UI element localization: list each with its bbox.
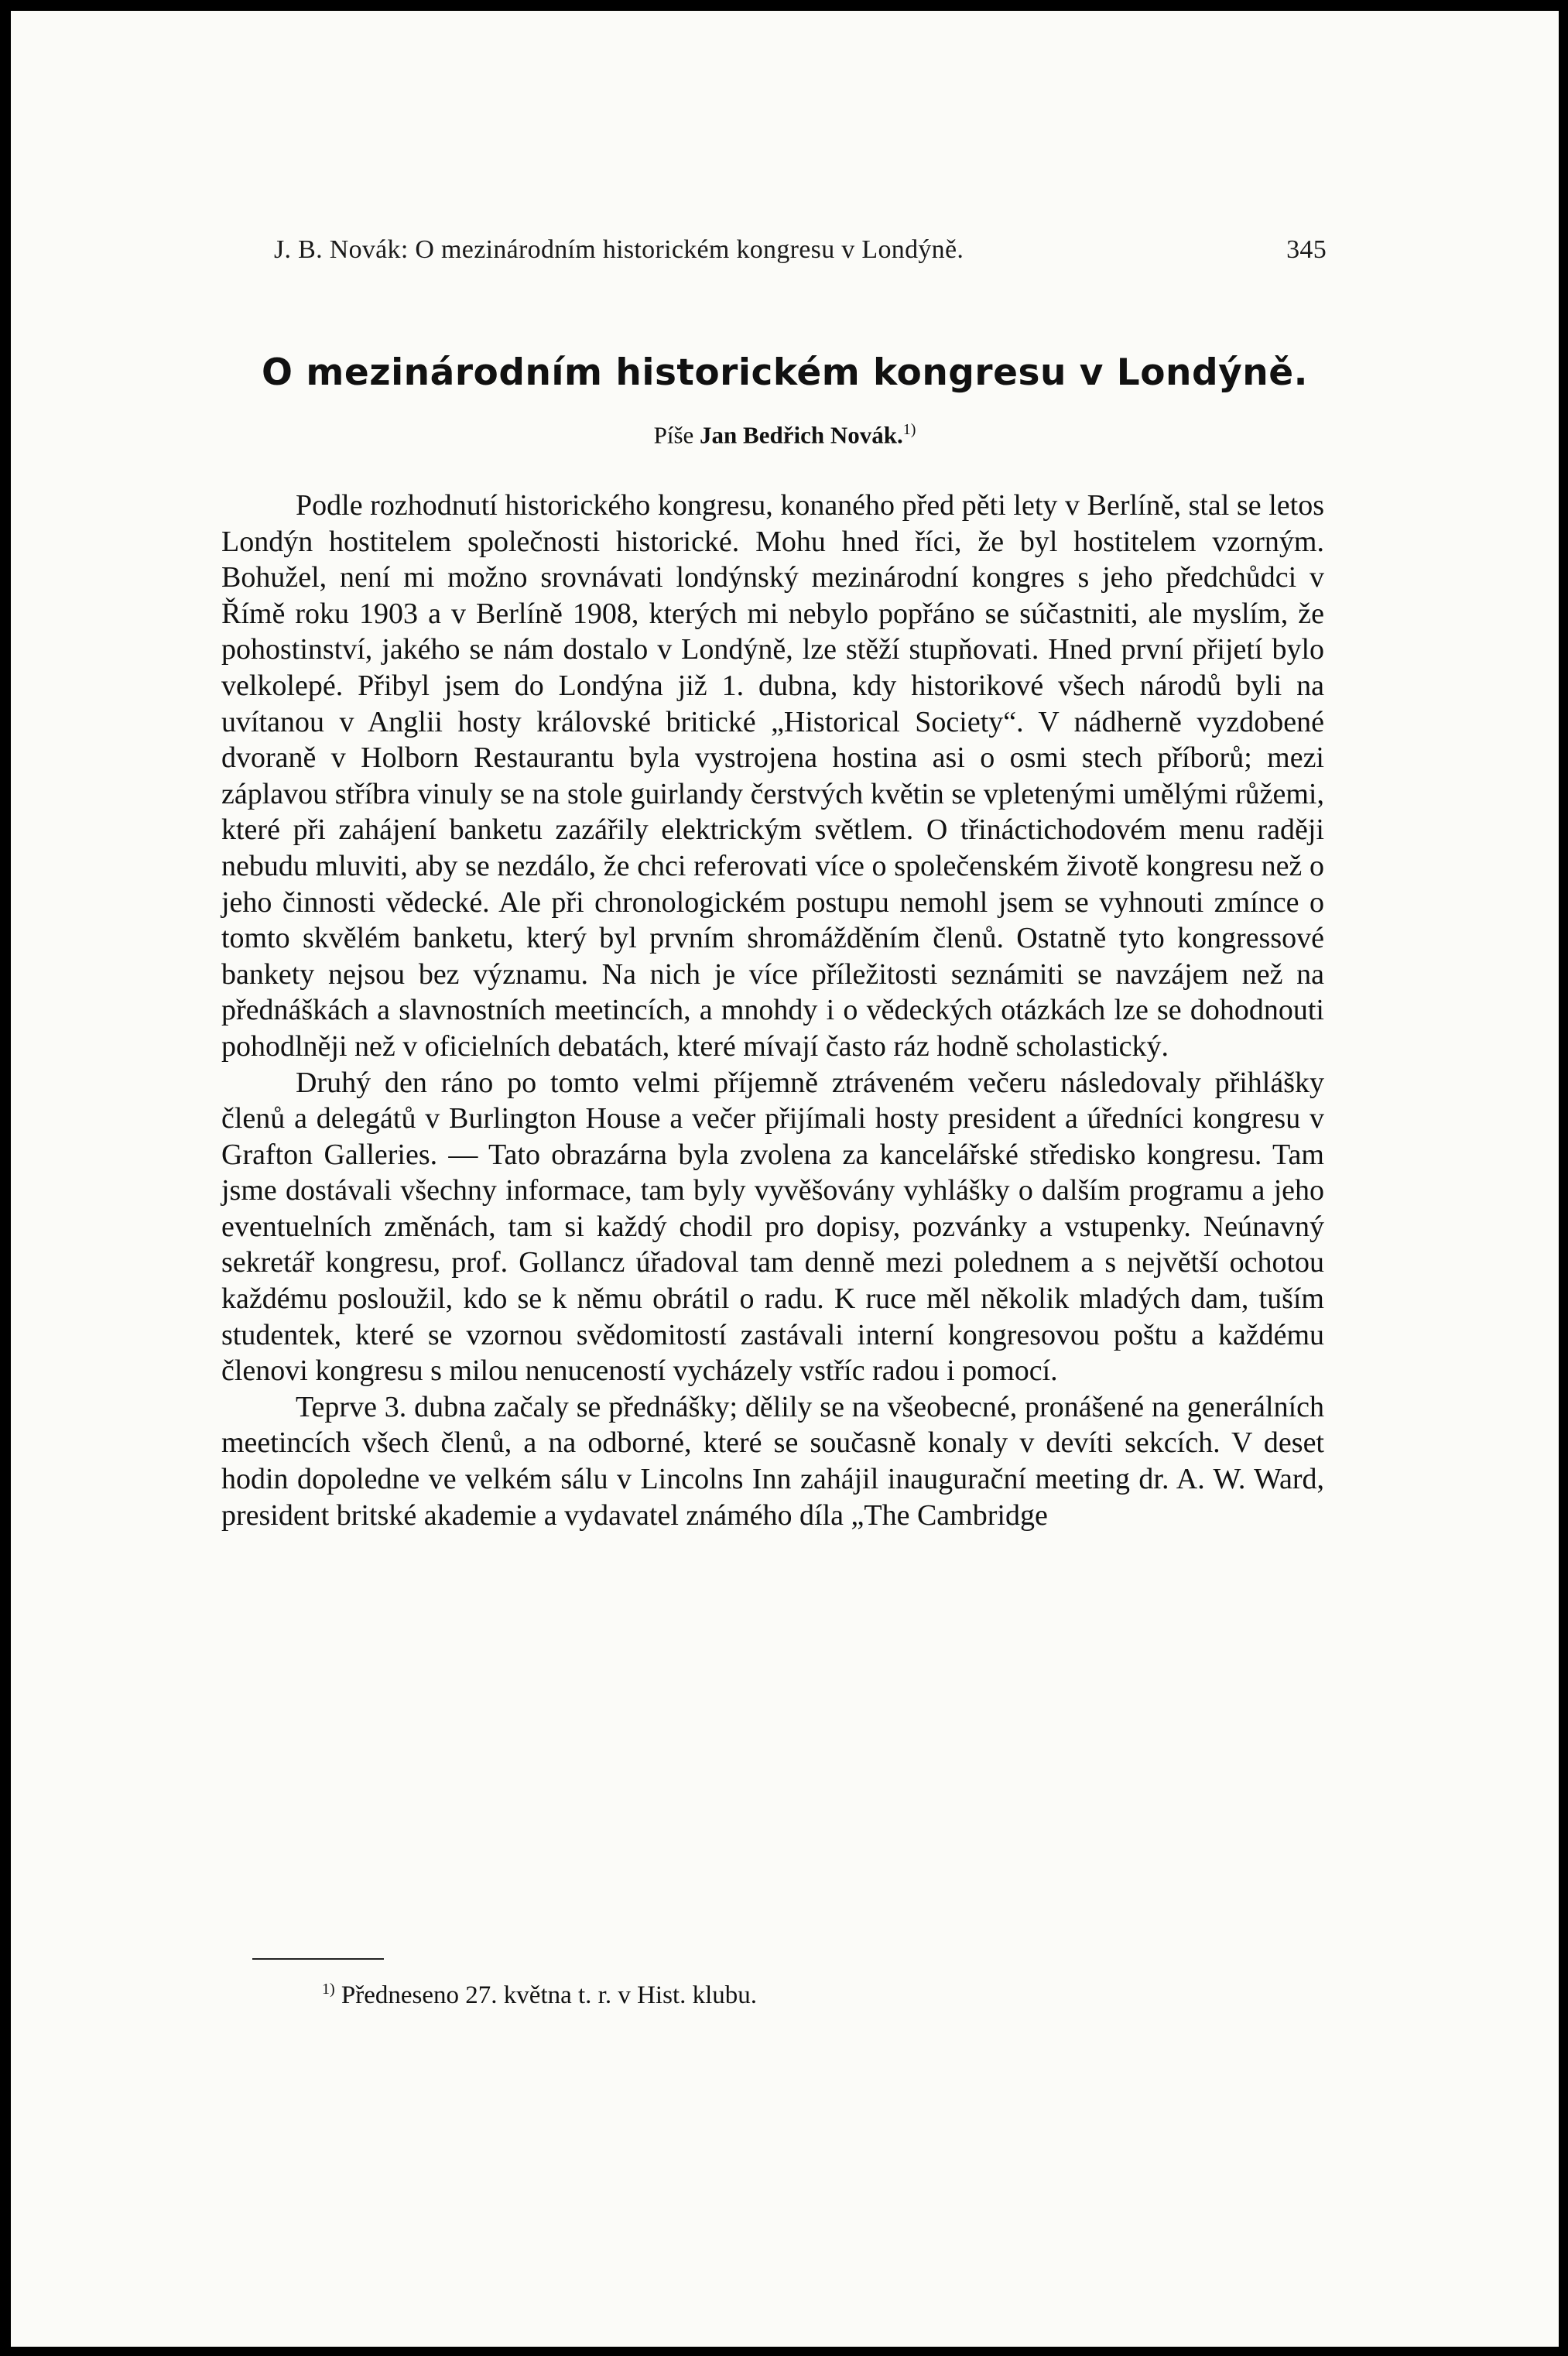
paragraph: Druhý den ráno po tomto velmi příjemně ztráveném večeru následovaly přihlášky členů a delegátů v Burlington House a večer přijímali hosty president a úředníci kongresu v Grafton Galleries. — Tato obrazárna byla zvolena za kancelářské středisko kongresu. Tam jsme dostávali všechny informace, tam byly vyvěšovány vyhlášky o dalším programu a jeho eventuelních změnách, tam si každý chodil pro dopisy, pozvánky a vstupenky. Neúnavný sekretář kongresu, prof. Gollancz úřadoval tam denně mezi polednem a s největší ochotou každému posloužil, kdo se k němu obrátil o radu. K ruce měl několik mladých dam, tuším studentek, které se vzornou svědomitostí zastávali interní kongresovou poštu a každému členovi kongresu s milou nenuceností vycházely vstříc radou i pomocí. (221, 1066, 1324, 1388)
byline-prefix: Píše (653, 421, 694, 449)
footnote-divider (252, 1958, 384, 1960)
author-name: Jan Bedřich Novák. (700, 421, 903, 449)
page-number: 345 (1286, 235, 1327, 264)
article-body (221, 488, 1324, 1533)
paragraph: Teprve 3. dubna začaly se přednášky; dělily se na všeobecné, pronášené na generálních meetincích všech členů, a na odborné, které se současně konaly v devíti sekcích. V deset hodin dopoledne ve velkém sálu v Lincolns Inn zahájil inaugurační meeting dr. A. W. Ward, president britské akademie a vydavatel známého díla „The Cambridge (221, 1390, 1324, 1532)
footnote-text: Předneseno 27. května t. r. v Hist. klubu. (341, 1981, 758, 2009)
article-title: O mezinárodním historickém kongresu v Londýně. (262, 351, 1308, 394)
author-footnote-mark: 1) (902, 421, 916, 438)
byline (11, 421, 1559, 449)
footnote (322, 1981, 757, 2010)
running-head-title: J. B. Novák: O mezinárodním historickém kongresu v Londýně. (274, 235, 964, 264)
document-page (11, 11, 1559, 2347)
paragraph: Podle rozhodnutí historického kongresu, konaného před pěti lety v Berlíně, stal se letos Londýn hostitelem společnosti historické. Mohu hned říci, že byl hostitelem vzorným. Bohužel, není mi možno srovnávati londýnský mezinárodní kongres s jeho předchůdci v Římě roku 1903 a v Berlíně 1908, kterých mi nebylo popřáno se súčastniti, ale myslím, že pohostinství, jakého se nám dostalo v Londýně, lze stěží stupňovati. Hned první přijetí bylo velkolepé. Přibyl jsem do Londýna již 1. dubna, kdy historikové všech národů byli na uvítanou v Anglii hosty královské britické „Historical Society“. V nádherně vyzdobené dvoraně v Holborn Restaurantu byla vystrojena hostina asi o osmi stech příborů; mezi záplavou stříbra vinuly se na stole guirlandy čerstvých květin se vpletenými umělými růžemi, které při zahájení banketu zazářily elektrickým světlem. O třináctichodovém menu raději nebudu mluviti, aby se nezdálo, že chci referovati více o společenském životě kongresu než o jeho činnosti vědecké. Ale při chronologickém postupu nemohl jsem se vyhnouti zmínce o tomto skvělém banketu, který byl prvním shromážděním členů. Ostatně tyto kongressové bankety nejsou bez významu. Na nich je více příležitosti seznámiti se navzájem než na přednáškách a slavnostních meetincích, a mnohdy i o vědeckých otázkách lze se dohodnouti pohodlněji než v oficielních debatách, které mívají často ráz hodně scholastický. (221, 489, 1324, 1063)
footnote-mark: 1) (322, 1981, 335, 1998)
